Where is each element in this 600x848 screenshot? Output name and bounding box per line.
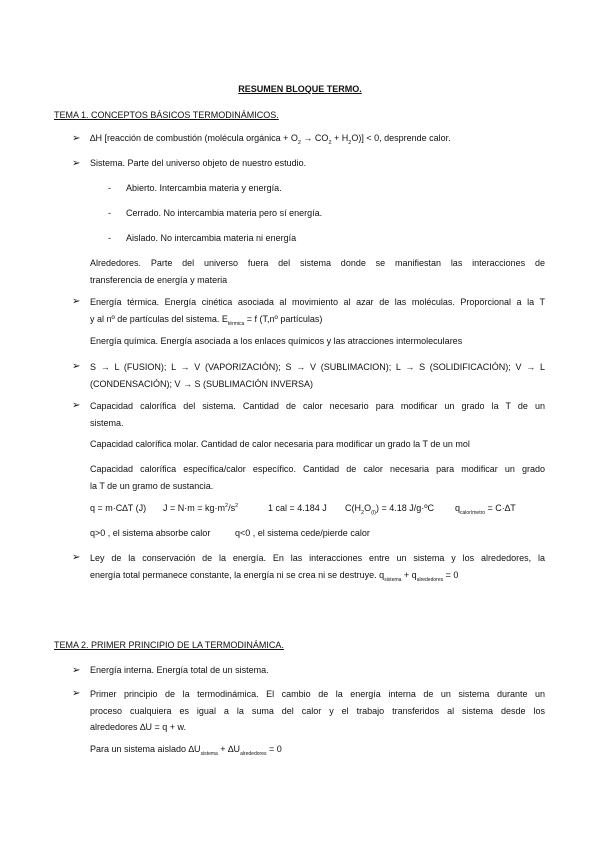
bullet-arrow-icon: ➢ — [72, 158, 81, 169]
combustion-item: ∆H [reacción de combustión (molécula orgánica + $O_2 \to CO_2 + H_2O)] < 0$, desprende calor. — [90, 133, 451, 146]
capacidad-molar: Capacidad calorífica molar. Cantidad de calor necesaria para modificar un grado la T de un mol — [90, 439, 470, 449]
conservacion-energia-item: Ley de la conservación de la energía. En las interacciones entre un sistema y los alrededores, la energía total permanece constante, la energía ni se crea ni se destruye. $q_{sistema} + q_{alrededores} = 0$ — [90, 553, 545, 583]
bullet-arrow-icon: ➢ — [72, 296, 81, 307]
formula-calor-especifico-agua: $C(H_2O_{(l)}) = 4.18$ J/g·ºC — [345, 503, 435, 516]
capacidad-calorifica-item: Capacidad calorífica del sistema. Cantidad de calor necesario para modificar un grado la T de un sistema. — [90, 401, 545, 428]
dash-icon: - — [108, 183, 111, 193]
energia-interna: Energía interna. Energía total de un sistema. — [90, 665, 269, 675]
formula-caloria: 1 cal = 4.184 J — [268, 503, 327, 513]
dash-icon: - — [108, 208, 111, 218]
primer-principio-item: Primer principio de la termodinámica. El cambio de la energía interna de un sistema durante un proceso cualquiera es igual a la suma del calor y el trabajo transferidos al sistema desde los alrededores ∆U = q + w. — [90, 689, 545, 732]
bullet-arrow-icon: ➢ — [72, 552, 81, 563]
sistema-aislado: Aislado. No intercambia materia ni energía — [126, 233, 297, 243]
section-heading-tema2: TEMA 2. PRIMER PRINCIPIO DE LA TERMODINÁMICA. — [54, 640, 284, 650]
sistema-aislado-formula: Para un sistema aislado $\Delta U_{sistema} + \Delta U_{alrededores} = 0$ — [90, 744, 282, 757]
capacidad-especifica: Capacidad calorífica específica/calor específico. Cantidad de calor necesaria para modificar un grado la T de un gramo de sustancia. — [90, 464, 545, 491]
formula-joule: $J = N\cdot m = kg\cdot m^2/s^2$ — [163, 503, 239, 513]
dash-icon: - — [108, 233, 111, 243]
signo-negativo: q<0 , el sistema cede/pierde calor — [235, 528, 370, 538]
energia-termica-item: Energía térmica. Energía cinética asociada al movimiento al azar de las moléculas. Proporcional a la T y al nº de partículas del sistema. $E_{térmica} = f$ (T,nº partículas) — [90, 297, 545, 327]
alrededores-definition: Alrededores. Parte del universo fuera del sistema donde se manifiestan las interacciones de transferencia de energía y materia — [90, 258, 545, 285]
cambios-estado-item: S → L (FUSION); L → V (VAPORIZACIÓN); S → V (SUBLIMACION); L → S (SOLIDIFICACIÓN); V → L (CONDENSACIÓN); V → S (SUBLIMACIÓN INVERSA) — [90, 362, 545, 389]
energia-quimica: Energía química. Energía asociada a los enlaces químicos y las atracciones intermoleculares — [90, 336, 463, 346]
formula-calorimetro: $q_{calorímetro} = C\cdot\Delta T$ — [455, 503, 516, 516]
signo-positivo: q>0 , el sistema absorbe calor — [90, 528, 211, 538]
bullet-arrow-icon: ➢ — [72, 361, 81, 372]
bullet-arrow-icon: ➢ — [72, 133, 81, 144]
sistema-cerrado: Cerrado. No intercambia materia pero sí energía. — [126, 208, 323, 218]
sistema-definition: Sistema. Parte del universo objeto de nuestro estudio. — [90, 158, 307, 168]
section-heading-tema1: TEMA 1. CONCEPTOS BÁSICOS TERMODINÁMICOS. — [54, 110, 279, 120]
bullet-arrow-icon: ➢ — [72, 400, 81, 411]
document-title: RESUMEN BLOQUE TERMO. — [238, 84, 362, 94]
formula-q: q = m·C∆T (J) — [90, 503, 147, 513]
bullet-arrow-icon: ➢ — [72, 688, 81, 699]
bullet-arrow-icon: ➢ — [72, 665, 81, 676]
sistema-abierto: Abierto. Intercambia materia y energía. — [126, 183, 282, 193]
